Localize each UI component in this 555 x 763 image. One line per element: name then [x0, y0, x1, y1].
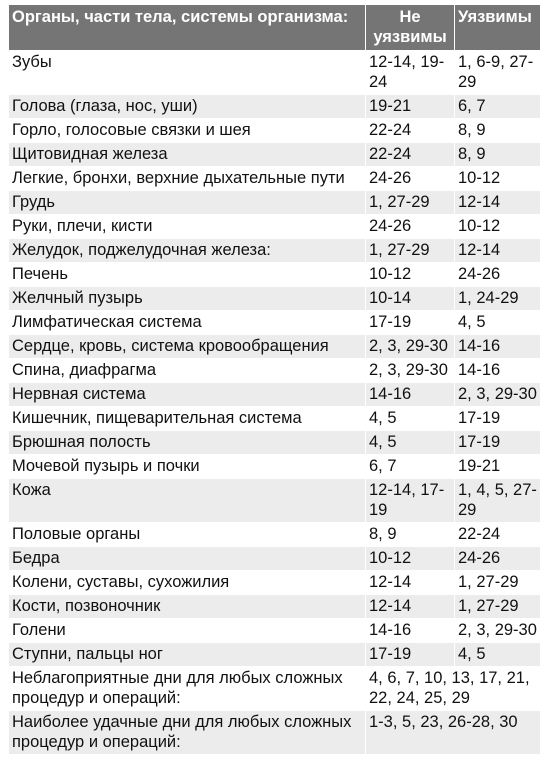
table-row	[9, 335, 541, 359]
not-vulnerable-cell: 24-26	[366, 167, 455, 191]
organ-cell: Желудок, поджелудочная железа:	[9, 239, 366, 263]
table-row	[9, 51, 541, 95]
organ-cell: Нервная система	[9, 383, 366, 407]
table-row	[9, 407, 541, 431]
summary-days-cell: 1-3, 5, 23, 26-28, 30	[366, 711, 541, 755]
organ-cell: Щитовидная железа	[9, 143, 366, 167]
organ-cell: Голени	[9, 619, 366, 643]
organ-cell: Кожа	[9, 479, 366, 523]
summary-label-cell: Неблагоприятные дни для любых сложных процедур и операций:	[9, 667, 366, 711]
table-row	[9, 95, 541, 119]
vulnerable-cell: 19-21	[455, 455, 541, 479]
table-row	[9, 239, 541, 263]
table-row	[9, 167, 541, 191]
vulnerable-cell: 1, 27-29	[455, 571, 541, 595]
header-not-vulnerable: Не уязвимы	[366, 5, 455, 51]
not-vulnerable-cell: 12-14, 19-24	[366, 51, 455, 95]
vulnerable-cell: 17-19	[455, 407, 541, 431]
not-vulnerable-cell: 6, 7	[366, 455, 455, 479]
table-row	[9, 263, 541, 287]
organ-cell: Руки, плечи, кисти	[9, 215, 366, 239]
table-row	[9, 571, 541, 595]
table-row	[9, 479, 541, 523]
not-vulnerable-cell: 17-19	[366, 643, 455, 667]
organ-cell: Печень	[9, 263, 366, 287]
organ-cell: Мочевой пузырь и почки	[9, 455, 366, 479]
organ-cell: Зубы	[9, 51, 366, 95]
vulnerable-cell: 1, 4, 5, 27-29	[455, 479, 541, 523]
vulnerable-cell: 10-12	[455, 215, 541, 239]
not-vulnerable-cell: 10-12	[366, 547, 455, 571]
table-row	[9, 595, 541, 619]
organ-cell: Ступни, пальцы ног	[9, 643, 366, 667]
table-row	[9, 547, 541, 571]
not-vulnerable-cell: 22-24	[366, 119, 455, 143]
summary-label-cell: Наиболее удачные дни для любых сложных процедур и операций:	[9, 711, 366, 755]
table-row	[9, 311, 541, 335]
vulnerable-cell: 2, 3, 29-30	[455, 619, 541, 643]
not-vulnerable-cell: 14-16	[366, 619, 455, 643]
table-body	[9, 51, 541, 755]
not-vulnerable-cell: 4, 5	[366, 431, 455, 455]
not-vulnerable-cell: 24-26	[366, 215, 455, 239]
organ-cell: Желчный пузырь	[9, 287, 366, 311]
table-row	[9, 287, 541, 311]
vulnerable-cell: 8, 9	[455, 143, 541, 167]
organ-cell: Спина, диафрагма	[9, 359, 366, 383]
organ-cell: Голова (глаза, нос, уши)	[9, 95, 366, 119]
vulnerable-cell: 17-19	[455, 431, 541, 455]
table-row	[9, 359, 541, 383]
vulnerable-cell: 12-14	[455, 191, 541, 215]
not-vulnerable-cell: 12-14, 17-19	[366, 479, 455, 523]
not-vulnerable-cell: 2, 3, 29-30	[366, 359, 455, 383]
not-vulnerable-cell: 4, 5	[366, 407, 455, 431]
vulnerable-cell: 10-12	[455, 167, 541, 191]
organ-cell: Половые органы	[9, 523, 366, 547]
not-vulnerable-cell: 1, 27-29	[366, 191, 455, 215]
organ-cell: Колени, суставы, сухожилия	[9, 571, 366, 595]
organ-cell: Брюшная полость	[9, 431, 366, 455]
vulnerable-cell: 6, 7	[455, 95, 541, 119]
table-row	[9, 119, 541, 143]
vulnerable-cell: 24-26	[455, 547, 541, 571]
summary-row	[9, 667, 541, 711]
vulnerable-cell: 14-16	[455, 359, 541, 383]
organ-cell: Кишечник, пищеварительная система	[9, 407, 366, 431]
table-row	[9, 383, 541, 407]
organs-table	[8, 4, 541, 755]
vulnerable-cell: 12-14	[455, 239, 541, 263]
organ-cell: Легкие, бронхи, верхние дыхательные пути	[9, 167, 366, 191]
table-row	[9, 431, 541, 455]
header-row	[9, 5, 541, 51]
organ-cell: Сердце, кровь, система кровообращения	[9, 335, 366, 359]
vulnerable-cell: 4, 5	[455, 311, 541, 335]
not-vulnerable-cell: 17-19	[366, 311, 455, 335]
vulnerable-cell: 1, 24-29	[455, 287, 541, 311]
vulnerable-cell: 4, 5	[455, 643, 541, 667]
header-vulnerable: Уязвимы	[455, 5, 541, 51]
not-vulnerable-cell: 10-14	[366, 287, 455, 311]
not-vulnerable-cell: 19-21	[366, 95, 455, 119]
organ-cell: Лимфатическая система	[9, 311, 366, 335]
summary-row	[9, 711, 541, 755]
vulnerable-cell: 8, 9	[455, 119, 541, 143]
organ-cell: Бедра	[9, 547, 366, 571]
table-row	[9, 619, 541, 643]
organ-cell: Горло, голосовые связки и шея	[9, 119, 366, 143]
table-row	[9, 143, 541, 167]
summary-days-cell: 4, 6, 7, 10, 13, 17, 21, 22, 24, 25, 29	[366, 667, 541, 711]
organ-cell: Кости, позвоночник	[9, 595, 366, 619]
vulnerable-cell: 1, 6-9, 27-29	[455, 51, 541, 95]
not-vulnerable-cell: 12-14	[366, 571, 455, 595]
table-row	[9, 455, 541, 479]
vulnerable-cell: 2, 3, 29-30	[455, 383, 541, 407]
not-vulnerable-cell: 8, 9	[366, 523, 455, 547]
not-vulnerable-cell: 12-14	[366, 595, 455, 619]
not-vulnerable-cell: 14-16	[366, 383, 455, 407]
not-vulnerable-cell: 10-12	[366, 263, 455, 287]
organ-cell: Грудь	[9, 191, 366, 215]
not-vulnerable-cell: 22-24	[366, 143, 455, 167]
vulnerable-cell: 22-24	[455, 523, 541, 547]
table-row	[9, 643, 541, 667]
not-vulnerable-cell: 1, 27-29	[366, 239, 455, 263]
table-row	[9, 523, 541, 547]
table-row	[9, 215, 541, 239]
header-organs: Органы, части тела, системы организма:	[9, 5, 366, 51]
not-vulnerable-cell: 2, 3, 29-30	[366, 335, 455, 359]
vulnerable-cell: 1, 27-29	[455, 595, 541, 619]
table-row	[9, 191, 541, 215]
vulnerable-cell: 24-26	[455, 263, 541, 287]
vulnerable-cell: 14-16	[455, 335, 541, 359]
